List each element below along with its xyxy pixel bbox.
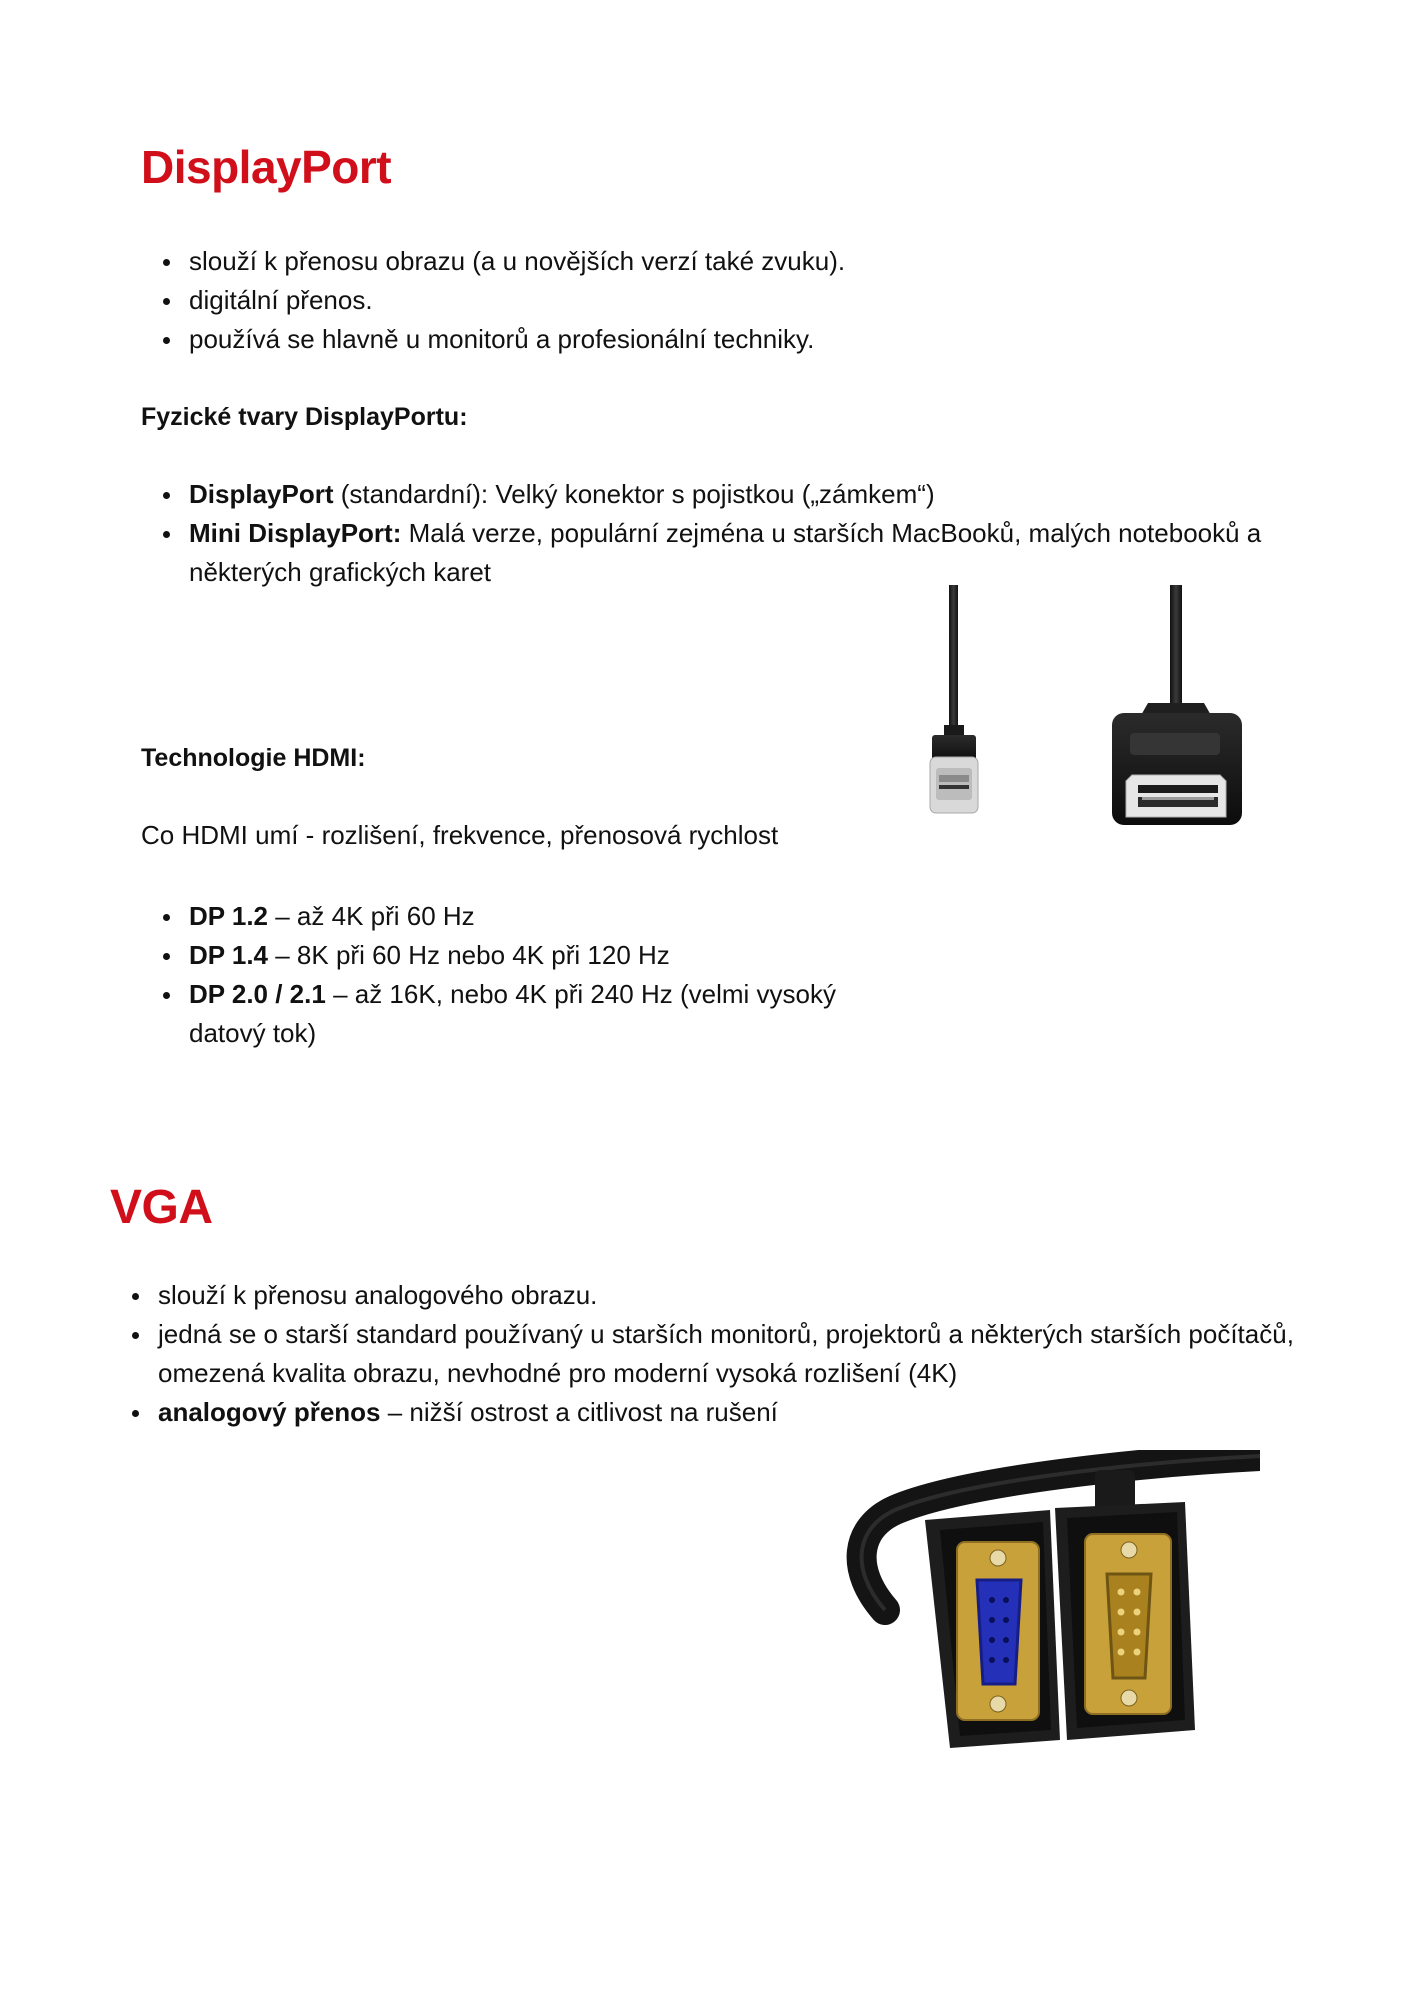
item-text: slouží k přenosu analogového obrazu. xyxy=(158,1280,598,1310)
item-bold: DP 1.2 xyxy=(189,901,269,931)
list-item xyxy=(141,475,1341,514)
item-bold: Mini DisplayPort: xyxy=(189,518,402,548)
item-text: – nižší ostrost a citlivost na rušení xyxy=(380,1397,778,1427)
heading-vga: VGA xyxy=(110,1181,213,1234)
list-item: slouží k přenosu obrazu (a u novějších verzí také zvuku). xyxy=(141,242,1341,281)
list-item xyxy=(141,514,1341,592)
list-item xyxy=(141,936,841,975)
subheading-physical-shapes: Fyzické tvary DisplayPortu: xyxy=(141,403,468,431)
list-item xyxy=(110,1393,1340,1432)
vga-bullet-list xyxy=(110,1276,1340,1432)
item-text: jedná se o starší standard používaný u starších monitorů, projektorů a některých starších počítačů, omezená kvalita obrazu, nevhodné pro moderní vysoká rozlišení (4K) xyxy=(158,1319,1294,1388)
subheading-technology: Technologie HDMI: xyxy=(141,744,366,772)
list-item: digitální přenos. xyxy=(141,281,1341,320)
shapes-bullet-list xyxy=(141,475,1341,592)
item-bold: DP 2.0 / 2.1 xyxy=(189,979,326,1009)
list-item xyxy=(141,897,841,936)
list-item xyxy=(110,1315,1340,1393)
list-item: používá se hlavně u monitorů a profesionální techniky. xyxy=(141,320,1341,359)
vga-connectors-image xyxy=(845,1450,1260,1750)
item-text: – až 4K při 60 Hz xyxy=(268,901,475,931)
displayport-bullet-list xyxy=(141,242,1341,359)
list-item xyxy=(141,975,841,1053)
item-text: (standardní): Velký konektor s pojistkou („zámkem“) xyxy=(333,479,935,509)
item-bold: DisplayPort xyxy=(189,479,334,509)
item-bold: analogový přenos xyxy=(158,1397,381,1427)
item-text: Malá verze, populární zejména u starších MacBooků, malých notebooků a některých grafických karet xyxy=(189,518,1262,587)
item-text: – až 16K, nebo 4K při 240 Hz (velmi vysoký datový tok) xyxy=(189,979,836,1048)
item-text: – 8K při 60 Hz nebo 4K při 120 Hz xyxy=(268,940,670,970)
technology-intro: Co HDMI umí - rozlišení, frekvence, přenosová rychlost xyxy=(141,820,779,850)
list-item xyxy=(110,1276,1340,1315)
versions-bullet-list xyxy=(141,897,841,1053)
item-bold: DP 1.4 xyxy=(189,940,269,970)
heading-displayport: DisplayPort xyxy=(141,141,392,193)
displayport-cables-image xyxy=(880,585,1290,835)
